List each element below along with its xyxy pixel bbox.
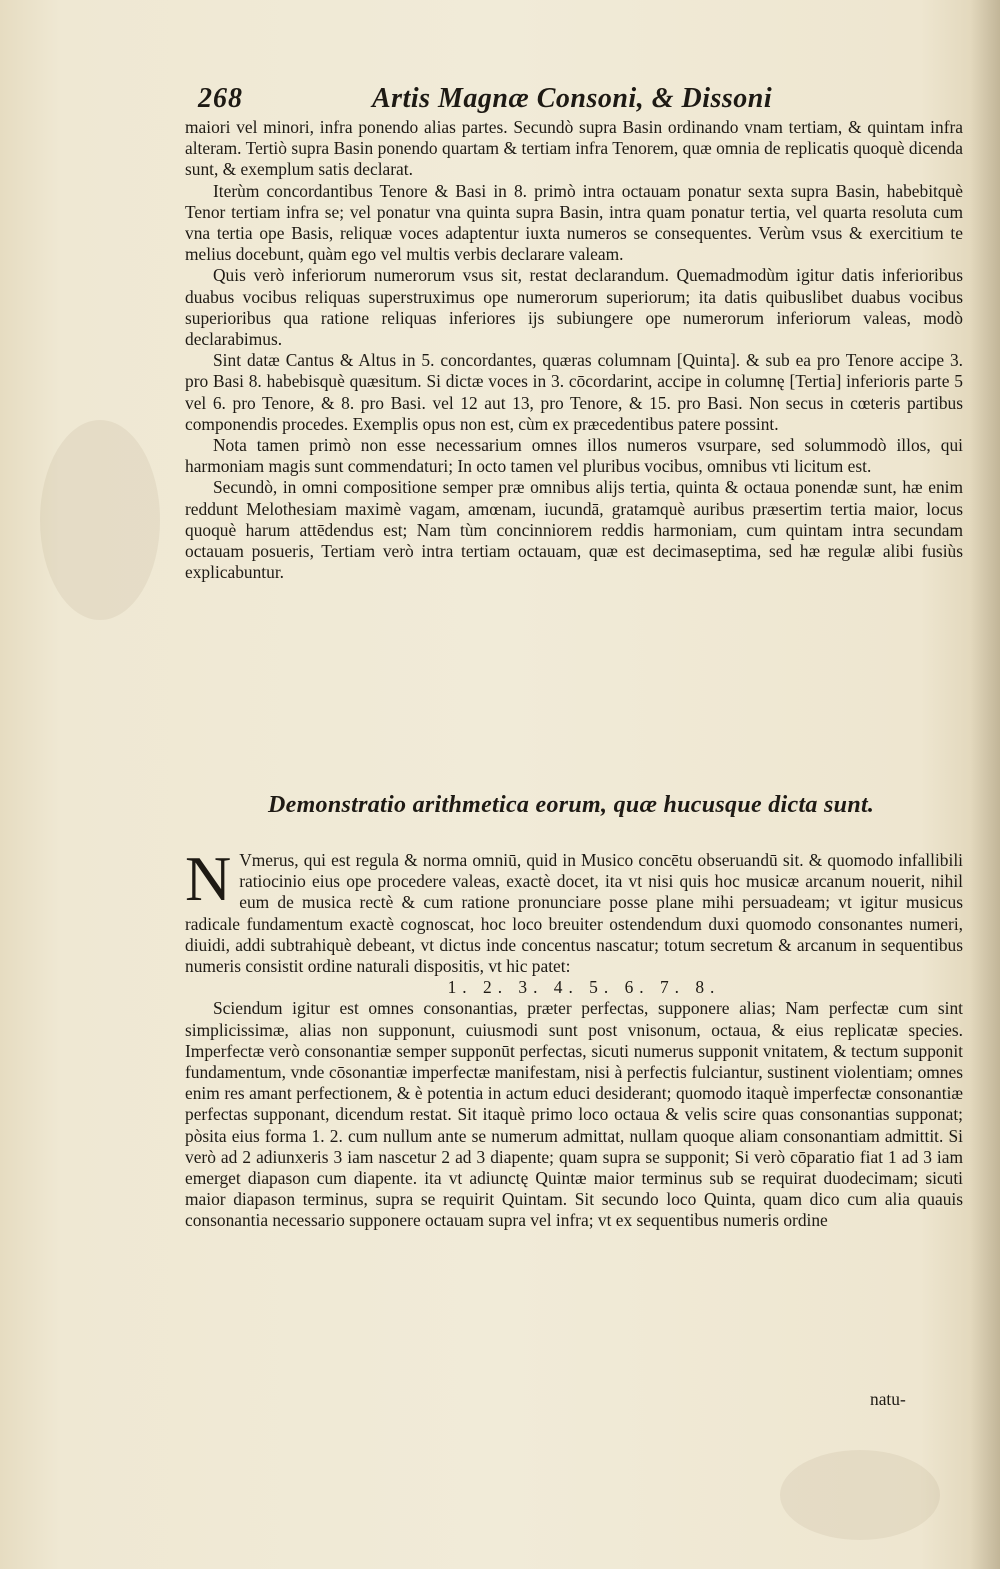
page-number: 268 (198, 83, 243, 114)
number-sequence: 1. 2. 3. 4. 5. 6. 7. 8. (447, 977, 721, 998)
paragraph: Secundò, in omni compositione semper præ omnibus alijs tertia, quinta & octaua ponendæ sunt, hæ enim reddunt Melothesiam maximè vagam, amœnam, iucundā, gratamquè auribus præsertim tertia maior, locus quoquè harum attēdendus est; Nam tùm concinniorem reddis harmoniam, cum quintam intra secundam octauam posueris, Tertiam verò intra tertiam octauam, quæ est decimaseptima, sed hæ regulæ alibi fusiùs explicabuntur. (185, 477, 963, 583)
page-edge-shadow (970, 0, 1000, 1569)
paragraph: Iterùm concordantibus Tenore & Basi in 8. primò intra octauam ponatur sexta supra Basin, habebitquè Tenor tertiam infra se; vel ponatur vna quinta supra Basin, intra quam ponatur tertia, vel quarta resoluta cum vna tertia ope Basis, reliquæ voces adaptentur iuxta numeros se consequentes. Verùm vsus & exercitium te melius docebunt, quàm ego vel multis verbis declarare valeam. (185, 180, 963, 265)
catchword: natu- (870, 1389, 906, 1409)
paragraph: Quis verò inferiorum numerorum vsus sit, restat declarandum. Quemadmodùm igitur datis inferioribus duabus vocibus reliquas superstruximus ope numerorum superiorum; ita datis quibuslibet duabus vocibus superioribus qua ratione reliquas inferiores ijs subiungere ope numerorum inferiorum valeas, modò declarabimus. (185, 265, 963, 350)
paper-stain (40, 420, 160, 620)
body-text-lower (185, 843, 963, 1232)
paragraph: Sint datæ Cantus & Altus in 5. concordantes, quæras columnam [Quinta]. & sub ea pro Tenore accipe 3. pro Basi 8. habebisquè quæsitum. Si dictæ voces in 3. cōcordarint, accipe in columnę [Tertia] inferioris parte 5 vel 6. pro Tenore, & 8. pro Basi. vel 12 aut 13, pro Tenore, & 15. pro Basi. Non secus in cœteris partibus componendis procedes. Exemplis opus non est, cùm ex præcedentibus patere possint. (185, 350, 963, 434)
section-heading: Demonstratio arithmetica eorum, quæ hucusque dicta sunt. (268, 792, 875, 818)
paragraph: maiori vel minori, infra ponendo alias partes. Secundò supra Basin ordinando vnam tertiam, & quintam infra alteram. Tertiò supra Basin ponendo quartam & tertiam infra Tenorem, quæ omnia de replicatis quoquè dicenda sunt, & exemplum satis declarat. (185, 117, 963, 180)
running-title: Artis Magnæ Consoni, & Dissoni (372, 83, 773, 114)
body-text-upper (185, 117, 963, 583)
paper-stain (780, 1450, 940, 1540)
paragraph-text: Vmerus, qui est regula & norma omniū, quid in Musico concētu obseruandū sit. & quomodo infallibili ratiocinio eius ope procedere valeas, exactè docet, ita vt nisi quis hoc musicæ arcanum nouerit, nihil eum de musica rectè & cum ratione pronunciare posse plane mihi persuadeam; vt igitur musicus radicale fundamentum exactè cognoscat, hoc loco breuiter ostendendum duxi quomodo consonantes numeri, diuidi, addi subtrahiquè debeant, vt dictus inde concentus nascatur; totum secretum & arcanum in sequentibus numeris consistit ordine naturali dispositis, vt hic patet: (185, 850, 963, 977)
paragraph: Nota tamen primò non esse necessarium omnes illos numeros vsurpare, sed solummodò illos, qui harmoniam magis sunt commendaturi; In octo tamen vel pluribus vocibus, omnibus vti licitum est. (185, 435, 963, 477)
paragraph (185, 843, 963, 977)
drop-cap: N (185, 843, 232, 914)
paragraph: Sciendum igitur est omnes consonantias, præter perfectas, supponere alias; Nam perfectæ cum sint simplicissimæ, alias non supponunt, cuiusmodi sunt post vnisonum, octaua, & eius replicatæ species. Imperfectæ verò consonantiæ semper supponūt perfectas, sicuti numerus supponit vnitatem, & tectum supponit fundamentum, vnde cōsonantiæ imperfectæ manifestam, nisi à perfectis fulciantur, sustinent violentiam; omnes enim res amant perfectionem, & è potentia in actum educi desiderant; quomodo itaquè imperfectæ consonantiæ perfectas supponant, dicendum restat. Sit itaquè primo loco octaua & velis scire quas consonantias supponat; pòsita eius forma 1. 2. cum nullum ante se numerum admittat, nullam quoque aliam consonantiam admittit. Si verò ad 2 adiunxeris 3 iam nascetur 2 ad 3 diapente; quam supra se supponit; Si verò cōparatio fiat 1 ad 3 iam emerget diapason cum diapente. ita vt adiunctę Quintæ maior terminus sub se requirat duodecimam; sicuti maior diapason terminus, supra se requirit Quintam. Sit secundo loco Quinta, quam dico cum alia quauis consonantia necessario supponere octauam supra vel infra; vt ex sequentibus numeris ordine (185, 998, 963, 1231)
